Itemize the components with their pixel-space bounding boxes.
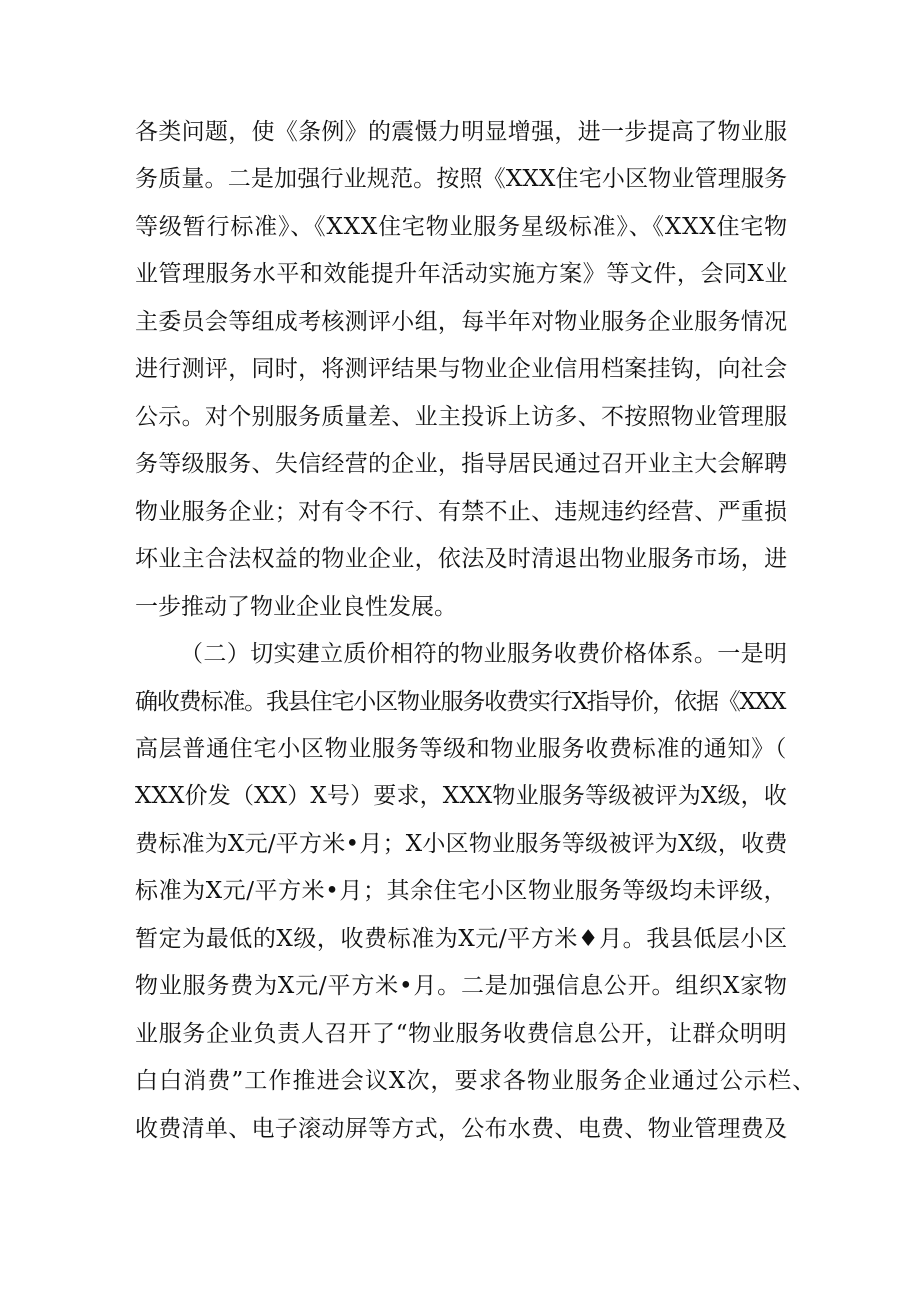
text-line: 暂定为最低的X级，收费标准为X元/平方米♦月。我县低层小区: [135, 926, 788, 952]
text-line: 确收费标准。我县住宅小区物业服务收费实行X指导价，依据《XXX: [135, 689, 786, 715]
text-line: （二）切实建立质价相符的物业服务收费价格体系。一是明: [180, 641, 788, 667]
text-line: 一步推动了物业企业良性发展。: [135, 594, 457, 620]
text-line: 等级暂行标准》、《XXX住宅物业服务星级标准》、《XXX住宅物: [135, 214, 788, 240]
text-line: 公示。对个别服务质量差、业主投诉上访多、不按照物业管理服: [135, 404, 788, 430]
text-line: 物业服务费为X元/平方米•月。二是加强信息公开。组织X家物: [135, 973, 788, 999]
text-line: 主委员会等组成考核测评小组，每半年对物业服务企业服务情况: [135, 309, 788, 335]
text-line: XXX价发（XX）X号）要求，XXX物业服务等级被评为X级，收: [135, 783, 788, 809]
text-line: 业服务企业负责人召开了“物业服务收费信息公开，让群众明明: [135, 1021, 788, 1047]
text-line: 收费清单、电子滚动屏等方式，公布水费、电费、物业管理费及: [135, 1116, 788, 1142]
text-line: 务质量。二是加强行业规范。按照《XXX住宅小区物业管理服务: [135, 166, 788, 192]
text-line: 白白消费”工作推进会议X次，要求各物业服务企业通过公示栏、: [135, 1068, 817, 1094]
text-line: 业管理服务水平和效能提升年活动实施方案》等文件，会同X业: [135, 261, 789, 287]
text-line: 标准为X元/平方米•月；其余住宅小区物业服务等级均未评级，: [135, 878, 788, 904]
text-line: 费标准为X元/平方米•月；X小区物业服务等级被评为X级，收费: [135, 831, 788, 857]
text-line: 高层普通住宅小区物业服务等级和物业服务收费标准的通知》（: [135, 736, 788, 762]
text-line: 务等级服务、失信经营的企业，指导居民通过召开业主大会解聘: [135, 451, 788, 477]
text-line: 坏业主合法权益的物业企业，依法及时清退出物业服务市场，进: [135, 546, 788, 572]
text-line: 各类问题，使《条例》的震慑力明显增强，进一步提高了物业服: [135, 119, 788, 145]
text-line: 进行测评，同时，将测评结果与物业企业信用档案挂钩，向社会: [135, 356, 788, 382]
text-line: 物业服务企业；对有令不行、有禁不止、违规违约经营、严重损: [135, 499, 788, 525]
